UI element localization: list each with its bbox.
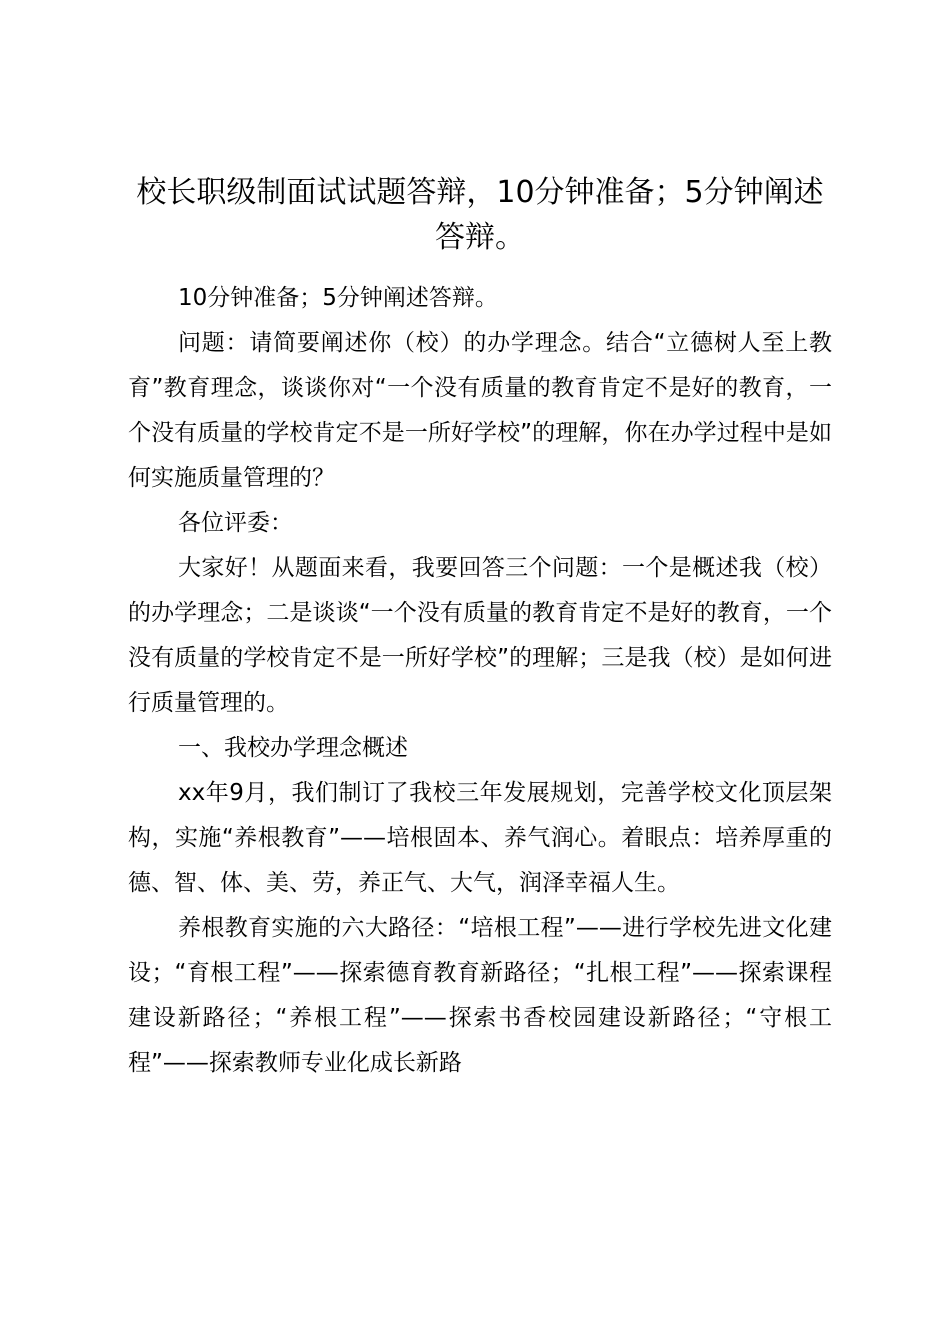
paragraph-school-plan: xx年9月，我们制订了我校三年发展规划，完善学校文化顶层架构，实施“养根教育”——培根固本、养气润心。着眼点：培养厚重的德、智、体、美、劳，养正气、大气，润泽幸福人生。: [128, 780, 832, 896]
paragraph-six-paths: 养根教育实施的六大路径：“培根工程”——进行学校先进文化建设；“育根工程”——探索德育教育新路径；“扎根工程”——探索课程建设新路径；“养根工程”——探索书香校园建设新路径；“守根工程”——探索教师专业化成长新路: [128, 915, 832, 1076]
document-body: [128, 276, 832, 1086]
paragraph-greeting: 大家好！从题面来看，我要回答三个问题：一个是概述我（校）的办学理念；二是谈谈“一个没有质量的教育肯定不是好的教育，一个没有质量的学校肯定不是一所好学校”的理解；三是我（校）是如何进行质量管理的。: [128, 555, 832, 716]
paragraph-salutation: 各位评委：: [178, 510, 293, 536]
document-title: 校长职级制面试试题答辩，10分钟准备；5分钟阐述答辩。: [136, 175, 824, 255]
section-heading-1: 一、我校办学理念概述: [178, 735, 408, 761]
paragraph-preparation: 10分钟准备；5分钟阐述答辩。: [178, 285, 498, 311]
paragraph-question: 问题：请简要阐述你（校）的办学理念。结合“立德树人至上教育”教育理念，谈谈你对“一个没有质量的教育肯定不是好的教育，一个没有质量的学校肯定不是一所好学校”的理解，你在办学过程中是如何实施质量管理的？: [128, 330, 832, 491]
